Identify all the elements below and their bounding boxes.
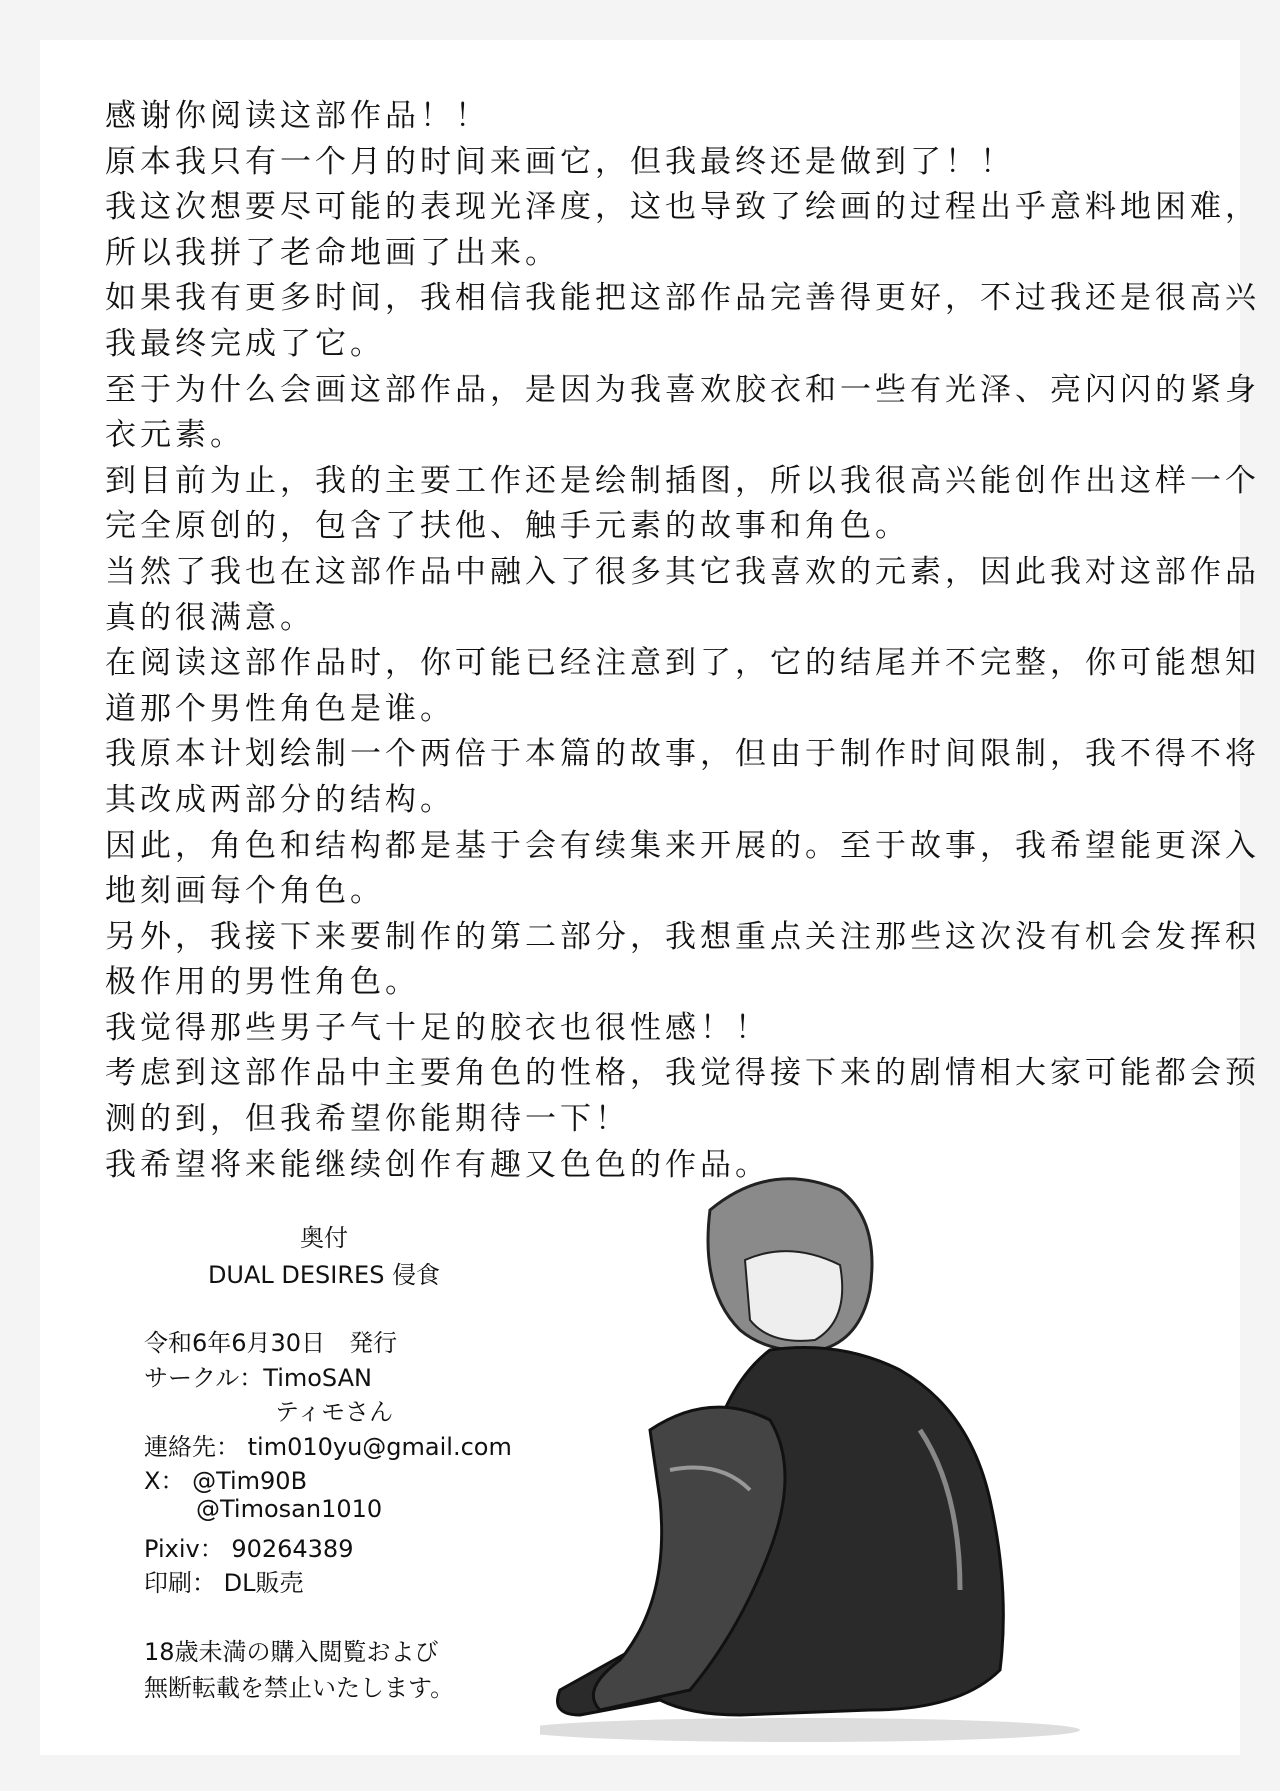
afterword-text	[105, 94, 1260, 1188]
afterword-line: 所以我拼了老命地画了出来。	[105, 234, 560, 271]
contact-email: 連絡先： tim010yu@gmail.com	[144, 1433, 512, 1461]
afterword-line: 其改成两部分的结构。	[105, 781, 455, 818]
afterword-line: 我觉得那些男子气十足的胶衣也很性感！！	[105, 1009, 770, 1046]
afterword-line: 在阅读这部作品时，你可能已经注意到了，它的结尾并不完整，你可能想知	[105, 645, 1260, 682]
afterword-line: 原本我只有一个月的时间来画它，但我最终还是做到了！！	[105, 143, 1015, 180]
afterword-line: 考虑到这部作品中主要角色的性格，我觉得接下来的剧情相大家可能都会预	[105, 1055, 1260, 1092]
afterword-line: 地刻画每个角色。	[105, 873, 385, 910]
afterword-line: 真的很满意。	[105, 599, 315, 636]
afterword-line: 到目前为止，我的主要工作还是绘制插图，所以我很高兴能创作出这样一个	[105, 462, 1260, 499]
afterword-line: 如果我有更多时间，我相信我能把这部作品完善得更好，不过我还是很高兴	[105, 280, 1260, 317]
publish-date: 令和6年6月30日 発行	[144, 1329, 398, 1357]
afterword-line: 因此，角色和结构都是基于会有续集来开展的。至于故事，我希望能更深入	[105, 827, 1260, 864]
age-notice: 18歳未満の購入閲覧および	[144, 1638, 439, 1666]
x-account-1: X： @Tim90B	[144, 1467, 308, 1495]
pixiv-id: Pixiv： 90264389	[144, 1535, 354, 1563]
circle-name-kana: ティモさん	[275, 1398, 394, 1426]
seated-figure-illustration	[540, 1170, 1180, 1750]
afterword-line: 我原本计划绘制一个两倍于本篇的故事，但由于制作时间限制，我不得不将	[105, 736, 1260, 773]
afterword-line: 至于为什么会画这部作品，是因为我喜欢胶衣和一些有光泽、亮闪闪的紧身	[105, 371, 1260, 408]
x-account-2: @Timosan1010	[196, 1495, 383, 1523]
afterword-line: 我最终完成了它。	[105, 325, 385, 362]
afterword-line: 测的到，但我希望你能期待一下！	[105, 1101, 630, 1138]
afterword-line: 极作用的男性角色。	[105, 964, 420, 1001]
afterword-line: 感谢你阅读这部作品！！	[105, 98, 490, 134]
afterword-line: 衣元素。	[105, 417, 245, 454]
print-info: 印刷： DL販売	[144, 1569, 304, 1597]
afterword-line: 完全原创的，包含了扶他、触手元素的故事和角色。	[105, 508, 910, 545]
afterword-line: 我这次想要尽可能的表现光泽度，这也导致了绘画的过程出乎意料地困难，	[105, 189, 1260, 226]
afterword-line: 当然了我也在这部作品中融入了很多其它我喜欢的元素，因此我对这部作品	[105, 553, 1260, 590]
colophon-title: DUAL DESIRES 侵食	[207, 1261, 441, 1289]
afterword-line: 道那个男性角色是谁。	[105, 690, 455, 727]
afterword-line: 我希望将来能继续创作有趣又色色的作品。	[105, 1146, 770, 1183]
afterword-line: 另外，我接下来要制作的第二部分，我想重点关注那些这次没有机会发挥积	[105, 918, 1260, 955]
circle-name: サークル：TimoSAN	[144, 1364, 372, 1392]
colophon-heading: 奥付	[300, 1224, 348, 1252]
reprint-notice: 無断転載を禁止いたします。	[144, 1674, 455, 1702]
